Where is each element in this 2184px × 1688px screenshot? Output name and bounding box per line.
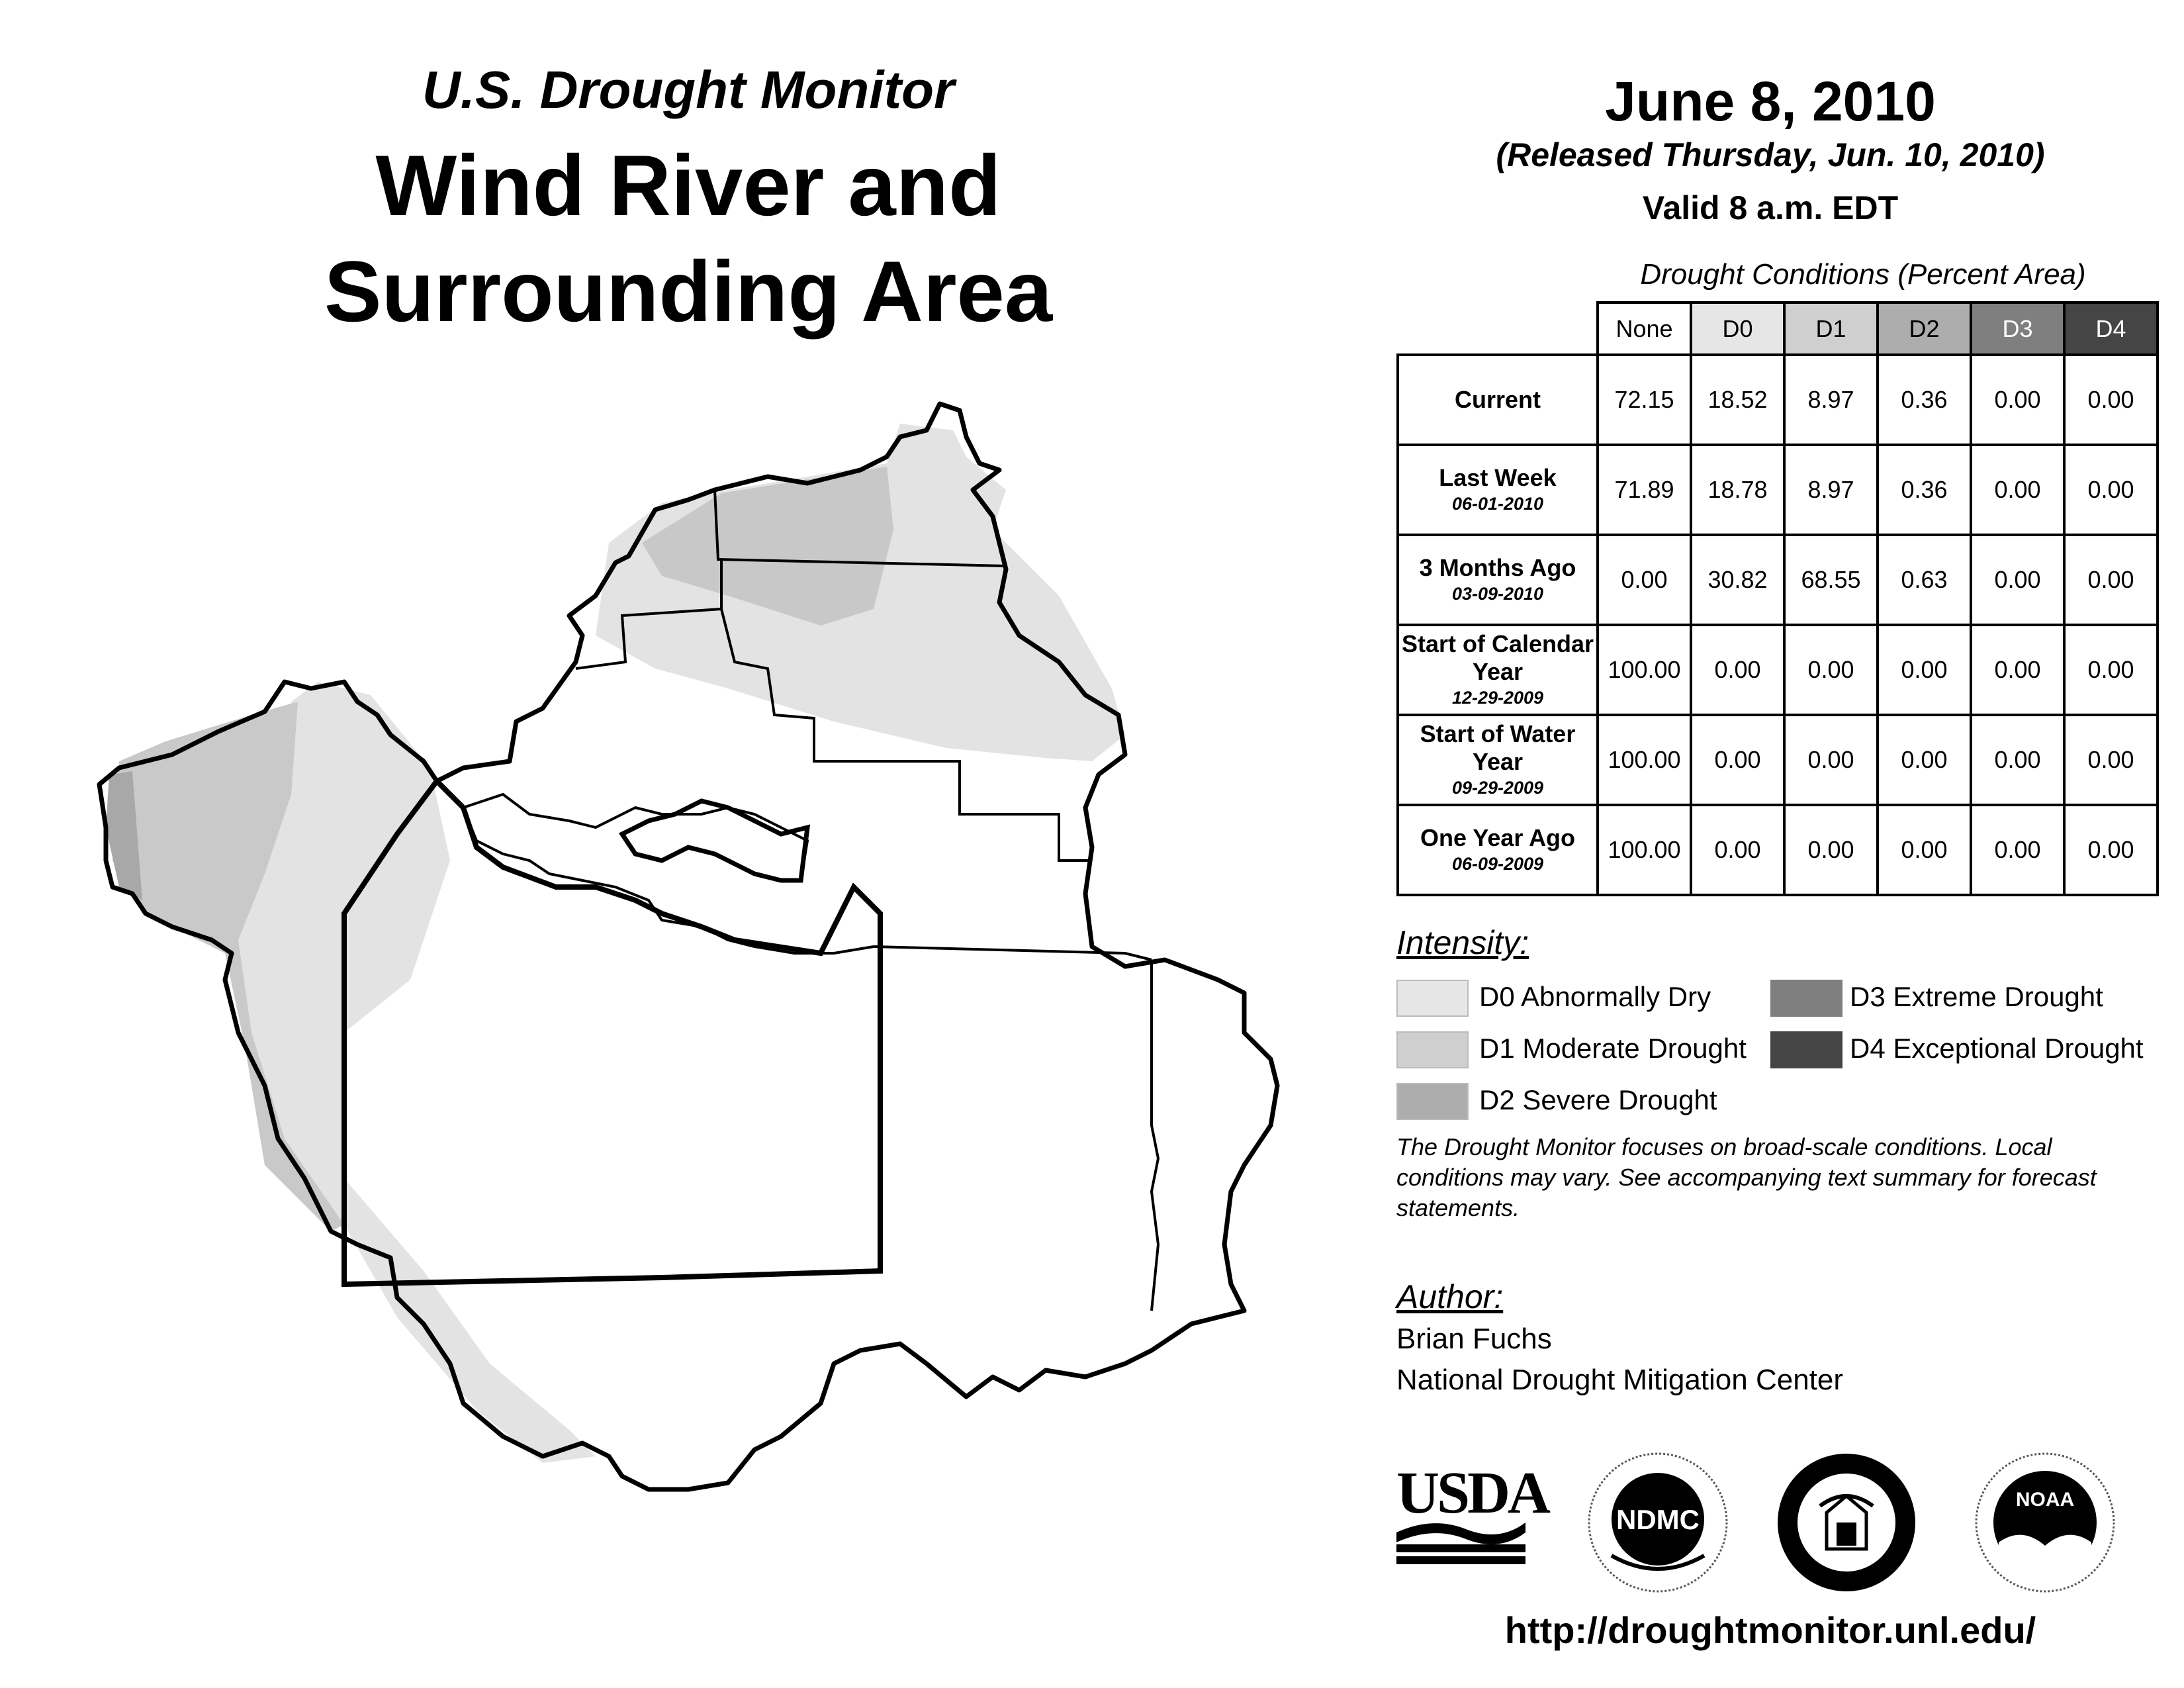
table-cell: 0.00 [1784, 805, 1878, 895]
website-url[interactable]: http://droughtmonitor.unl.edu/ [1504, 1609, 2036, 1651]
col-d0: D0 [1691, 303, 1784, 355]
boundary-east-vertical [1152, 960, 1158, 1311]
col-d1: D1 [1784, 303, 1878, 355]
legend-label-d2: D2 Severe Drought [1479, 1084, 1717, 1115]
legend-label-d1: D1 Moderate Drought [1479, 1033, 1747, 1064]
row-label-text: Current [1454, 386, 1541, 413]
release-date: (Released Thursday, Jun. 10, 2010) [1496, 136, 2045, 173]
table-cell: 0.00 [2064, 445, 2158, 535]
table-cell: 0.36 [1878, 355, 1971, 445]
table-cell: 0.00 [1878, 715, 1971, 805]
row-label [1398, 805, 1598, 895]
table-cell: 0.00 [2064, 625, 2158, 715]
table-row [1398, 535, 2158, 625]
table-cell: 0.00 [1971, 715, 2064, 805]
row-label-date: 12-29-2009 [1451, 688, 1544, 708]
row-label [1398, 715, 1598, 805]
row-label-text: 3 Months Ago [1419, 554, 1576, 581]
row-label-date: 03-09-2010 [1451, 584, 1544, 604]
table-cell: 8.97 [1784, 355, 1878, 445]
table-cell: 0.00 [1878, 625, 1971, 715]
ndmc-logo-text: NDMC [1616, 1504, 1700, 1535]
table-cell: 0.00 [2064, 715, 2158, 805]
disclaimer-note: The Drought Monitor focuses on broad-scale conditions. Local conditions may vary. See accompanying text summary for forecast statements. [1396, 1133, 2097, 1221]
table-cell: 0.00 [1971, 445, 2064, 535]
legend-swatch-d2 [1396, 1083, 1469, 1120]
table-cell: 100.00 [1598, 805, 1691, 895]
table-cell: 0.00 [1878, 805, 1971, 895]
table-cell: 0.00 [1691, 625, 1784, 715]
author-organization: National Drought Mitigation Center [1396, 1364, 1844, 1396]
intensity-legend-title: Intensity: [1396, 924, 1529, 961]
valid-time: Valid 8 a.m. EDT [1642, 189, 1899, 226]
col-d4: D4 [2064, 303, 2158, 355]
legend-label-d4: D4 Exceptional Drought [1850, 1033, 2144, 1064]
table-cell: 0.00 [1971, 805, 2064, 895]
row-label-date: 06-01-2010 [1451, 494, 1544, 514]
table-cell: 0.00 [1784, 625, 1878, 715]
usda-logo-text: USDA [1396, 1460, 1549, 1526]
map-date: June 8, 2010 [1605, 70, 1936, 132]
map-title-line1: Wind River and [375, 137, 1001, 234]
noaa-logo-text: NOAA [2015, 1489, 2075, 1511]
boundary-ridge [463, 794, 807, 880]
table-row [1398, 625, 2158, 715]
row-label-text: One Year Ago [1420, 824, 1576, 851]
legend-swatch-d0 [1396, 980, 1469, 1017]
legend-swatch-d3 [1770, 980, 1843, 1017]
legend-label-d3: D3 Extreme Drought [1850, 981, 2103, 1012]
drought-areas [106, 424, 1125, 1463]
table-cell: 0.00 [1691, 805, 1784, 895]
table-cell: 0.00 [1784, 715, 1878, 805]
row-label [1398, 355, 1598, 445]
table-cell: 0.00 [1971, 535, 2064, 625]
table-cell: 0.00 [2064, 355, 2158, 445]
row-label-text: Last Week [1439, 464, 1557, 491]
table-cell: 100.00 [1598, 625, 1691, 715]
table-row [1398, 715, 2158, 805]
legend-swatch-d4 [1770, 1031, 1843, 1068]
table-cell: 100.00 [1598, 715, 1691, 805]
table-cell: 0.00 [1971, 625, 2064, 715]
noaa-logo [1972, 1450, 2118, 1595]
table-cell: 71.89 [1598, 445, 1691, 535]
row-label-text: Start of Calendar Year [1401, 630, 1594, 685]
row-label [1398, 625, 1598, 715]
reservation-north-lobe [622, 801, 807, 880]
table-row [1398, 355, 2158, 445]
table-corner [1398, 303, 1598, 355]
table-cell: 18.78 [1691, 445, 1784, 535]
department-of-commerce-seal-icon [1774, 1450, 1919, 1595]
usda-logo [1393, 1460, 1549, 1566]
table-cell: 0.36 [1878, 445, 1971, 535]
row-label-date: 06-09-2009 [1451, 854, 1544, 874]
table-cell: 0.00 [1971, 355, 2064, 445]
legend-swatch-d1 [1396, 1031, 1469, 1068]
row-label [1398, 535, 1598, 625]
table-cell: 0.00 [2064, 535, 2158, 625]
col-d2: D2 [1878, 303, 1971, 355]
author-name: Brian Fuchs [1396, 1323, 1552, 1355]
ndmc-logo [1585, 1450, 1731, 1595]
table-header-row [1398, 303, 2158, 355]
row-label-date: 09-29-2009 [1451, 778, 1544, 798]
table-cell: 30.82 [1691, 535, 1784, 625]
table-cell: 0.00 [2064, 805, 2158, 895]
col-none: None [1598, 303, 1691, 355]
drought-conditions-table [1396, 301, 2159, 896]
map-title-line2: Surrounding Area [324, 243, 1053, 340]
table-cell: 72.15 [1598, 355, 1691, 445]
row-label-text: Start of Water Year [1420, 720, 1576, 775]
table-cell: 18.52 [1691, 355, 1784, 445]
table-cell: 8.97 [1784, 445, 1878, 535]
table-cell: 0.00 [1598, 535, 1691, 625]
map-subtitle: U.S. Drought Monitor [422, 60, 955, 119]
conditions-table-title: Drought Conditions (Percent Area) [1640, 258, 2086, 291]
table-row [1398, 805, 2158, 895]
col-d3: D3 [1971, 303, 2064, 355]
author-label: Author: [1396, 1278, 1504, 1315]
legend-label-d0: D0 Abnormally Dry [1479, 981, 1711, 1012]
table-cell: 68.55 [1784, 535, 1878, 625]
table-cell: 0.63 [1878, 535, 1971, 625]
table-row [1398, 445, 2158, 535]
table-cell: 0.00 [1691, 715, 1784, 805]
row-label [1398, 445, 1598, 535]
